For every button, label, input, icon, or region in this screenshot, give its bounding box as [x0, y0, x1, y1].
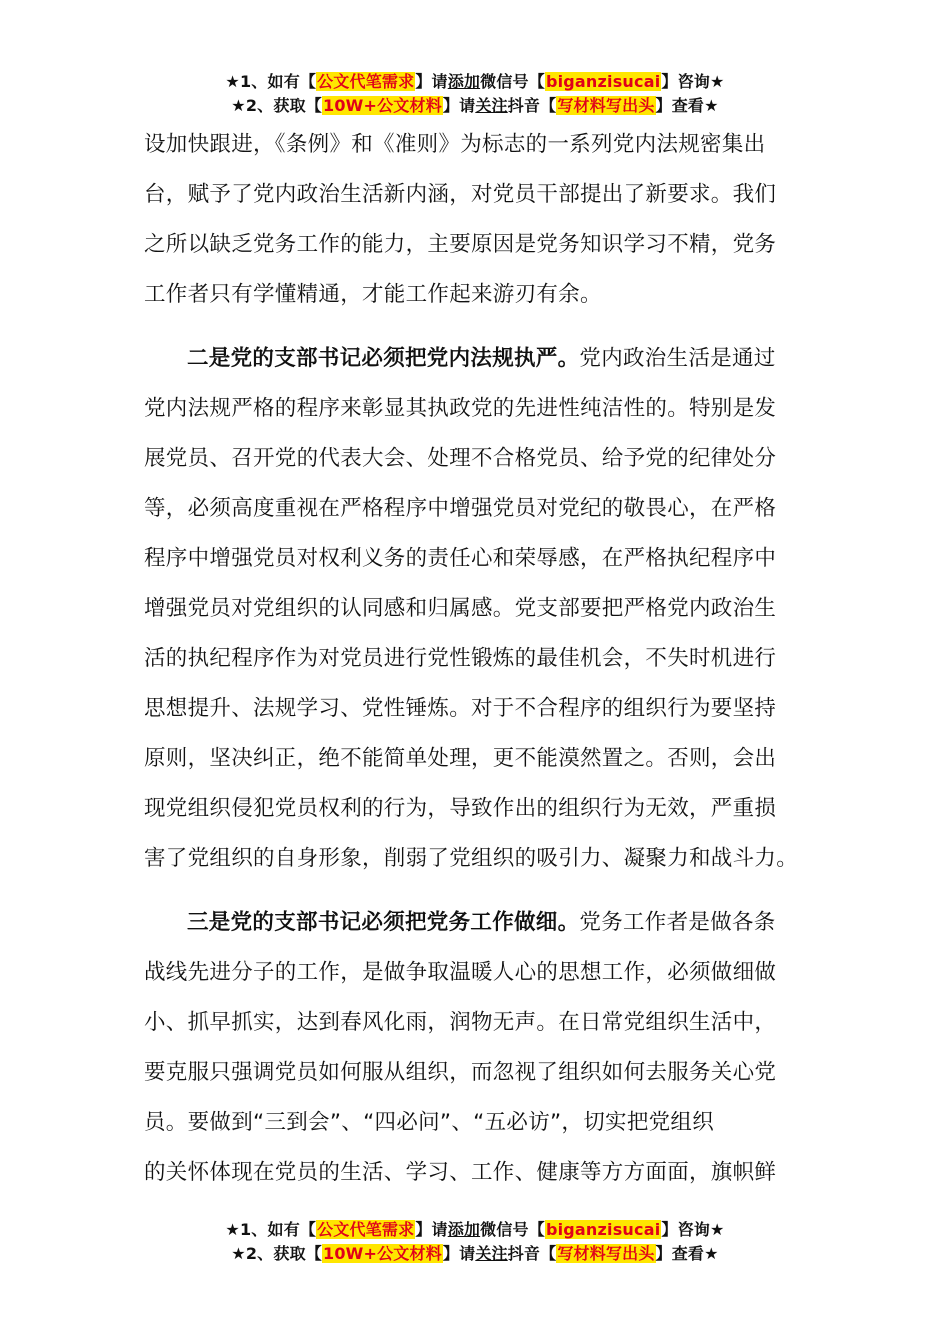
text-line: 党内法规严格的程序来彰显其执政党的先进性纯洁性的。特别是发	[144, 396, 777, 421]
banner-line-2	[0, 94, 950, 118]
banner-text: 】请	[442, 1244, 476, 1263]
banner-text: 】咨询★	[661, 72, 725, 91]
underlined-text: 添加	[447, 72, 481, 91]
text-line: 原则，坚决纠正，绝不能简单处理，更不能漠然置之。否则，会出	[144, 746, 777, 771]
text-line: 增强党员对党组织的认同感和归属感。党支部要把严格党内政治生	[144, 596, 777, 621]
text-line	[144, 898, 804, 948]
banner-text: 微信号【	[480, 1220, 545, 1239]
highlight-materials: 10W+公文材料	[322, 1244, 442, 1263]
highlight-materials: 10W+公文材料	[322, 96, 442, 115]
text-line: 台，赋予了党内政治生活新内涵，对党员干部提出了新要求。我们	[144, 182, 777, 207]
text-line: 战线先进分子的工作，是做争取温暖人心的思想工作，必须做细做	[144, 960, 777, 985]
highlight-douyin: 写材料写出头	[557, 96, 655, 115]
highlight-wechat-id: biganzisucai	[545, 72, 661, 91]
header-banner	[0, 70, 950, 118]
banner-text: 】咨询★	[661, 1220, 725, 1239]
banner-text: 抖音【	[507, 96, 557, 115]
text-line: 之所以缺乏党务工作的能力，主要原因是党务知识学习不精，党务	[144, 232, 777, 257]
text-line: 设加快跟进，《条例》和《准则》为标志的一系列党内法规密集出	[144, 132, 766, 157]
text-line: 的关怀体现在党员的生活、学习、工作、健康等方方面面，旗帜鲜	[144, 1160, 777, 1185]
text-run: 党内政治生活是通过	[579, 346, 776, 371]
text-line: 员。要做到“三到会”、“四必问”、“五必访”，切实把党组织	[144, 1110, 715, 1135]
banner-text: ★2、获取【	[231, 96, 322, 115]
banner-line-2	[0, 1242, 950, 1266]
paragraph-2	[144, 334, 804, 884]
text-line: 工作者只有学懂精通，才能工作起来游刃有余。	[144, 282, 602, 307]
paragraph-3	[144, 898, 804, 1198]
banner-line-1	[0, 70, 950, 94]
highlight-douyin: 写材料写出头	[557, 1244, 655, 1263]
footer-banner	[0, 1218, 950, 1266]
underlined-text: 关注	[475, 96, 508, 115]
banner-text: ★2、获取【	[231, 1244, 322, 1263]
banner-text: 】请	[415, 1220, 448, 1239]
paragraph-lead: 二是党的支部书记必须把党内法规执严。	[187, 346, 580, 371]
banner-text: ★1、如有【	[225, 1220, 317, 1239]
paragraph-1	[144, 120, 804, 320]
text-line	[144, 334, 804, 384]
document-body	[144, 120, 804, 1198]
banner-line-1	[0, 1218, 950, 1242]
text-run: 党务工作者是做各条	[579, 910, 776, 935]
text-line: 活的执纪程序作为对党员进行党性锻炼的最佳机会，不失时机进行	[144, 646, 777, 671]
text-line: 等，必须高度重视在严格程序中增强党员对党纪的敬畏心，在严格	[144, 496, 777, 521]
text-line: 害了党组织的自身形象，削弱了党组织的吸引力、凝聚力和战斗力。	[144, 846, 799, 871]
banner-text: ★1、如有【	[225, 72, 317, 91]
text-line: 现党组织侵犯党员权利的行为，导致作出的组织行为无效，严重损	[144, 796, 777, 821]
highlight-service: 公文代笔需求	[317, 1220, 415, 1239]
paragraph-lead: 三是党的支部书记必须把党务工作做细。	[187, 910, 580, 935]
banner-text: 】查看★	[655, 96, 719, 115]
text-line: 小、抓早抓实，达到春风化雨，润物无声。在日常党组织生活中，	[144, 1010, 777, 1035]
banner-text: 抖音【	[507, 1244, 557, 1263]
banner-text: 】请	[442, 96, 476, 115]
text-line: 程序中增强党员对权利义务的责任心和荣辱感，在严格执纪程序中	[144, 546, 777, 571]
text-line: 展党员、召开党的代表大会、处理不合格党员、给予党的纪律处分	[144, 446, 777, 471]
highlight-wechat-id: biganzisucai	[545, 1220, 661, 1239]
underlined-text: 添加	[447, 1220, 481, 1239]
banner-text: 微信号【	[480, 72, 545, 91]
text-line: 要克服只强调党员如何服从组织，而忽视了组织如何去服务关心党	[144, 1060, 777, 1085]
highlight-service: 公文代笔需求	[317, 72, 415, 91]
underlined-text: 关注	[475, 1244, 508, 1263]
banner-text: 】查看★	[655, 1244, 719, 1263]
text-line: 思想提升、法规学习、党性锤炼。对于不合程序的组织行为要坚持	[144, 696, 777, 721]
banner-text: 】请	[415, 72, 448, 91]
